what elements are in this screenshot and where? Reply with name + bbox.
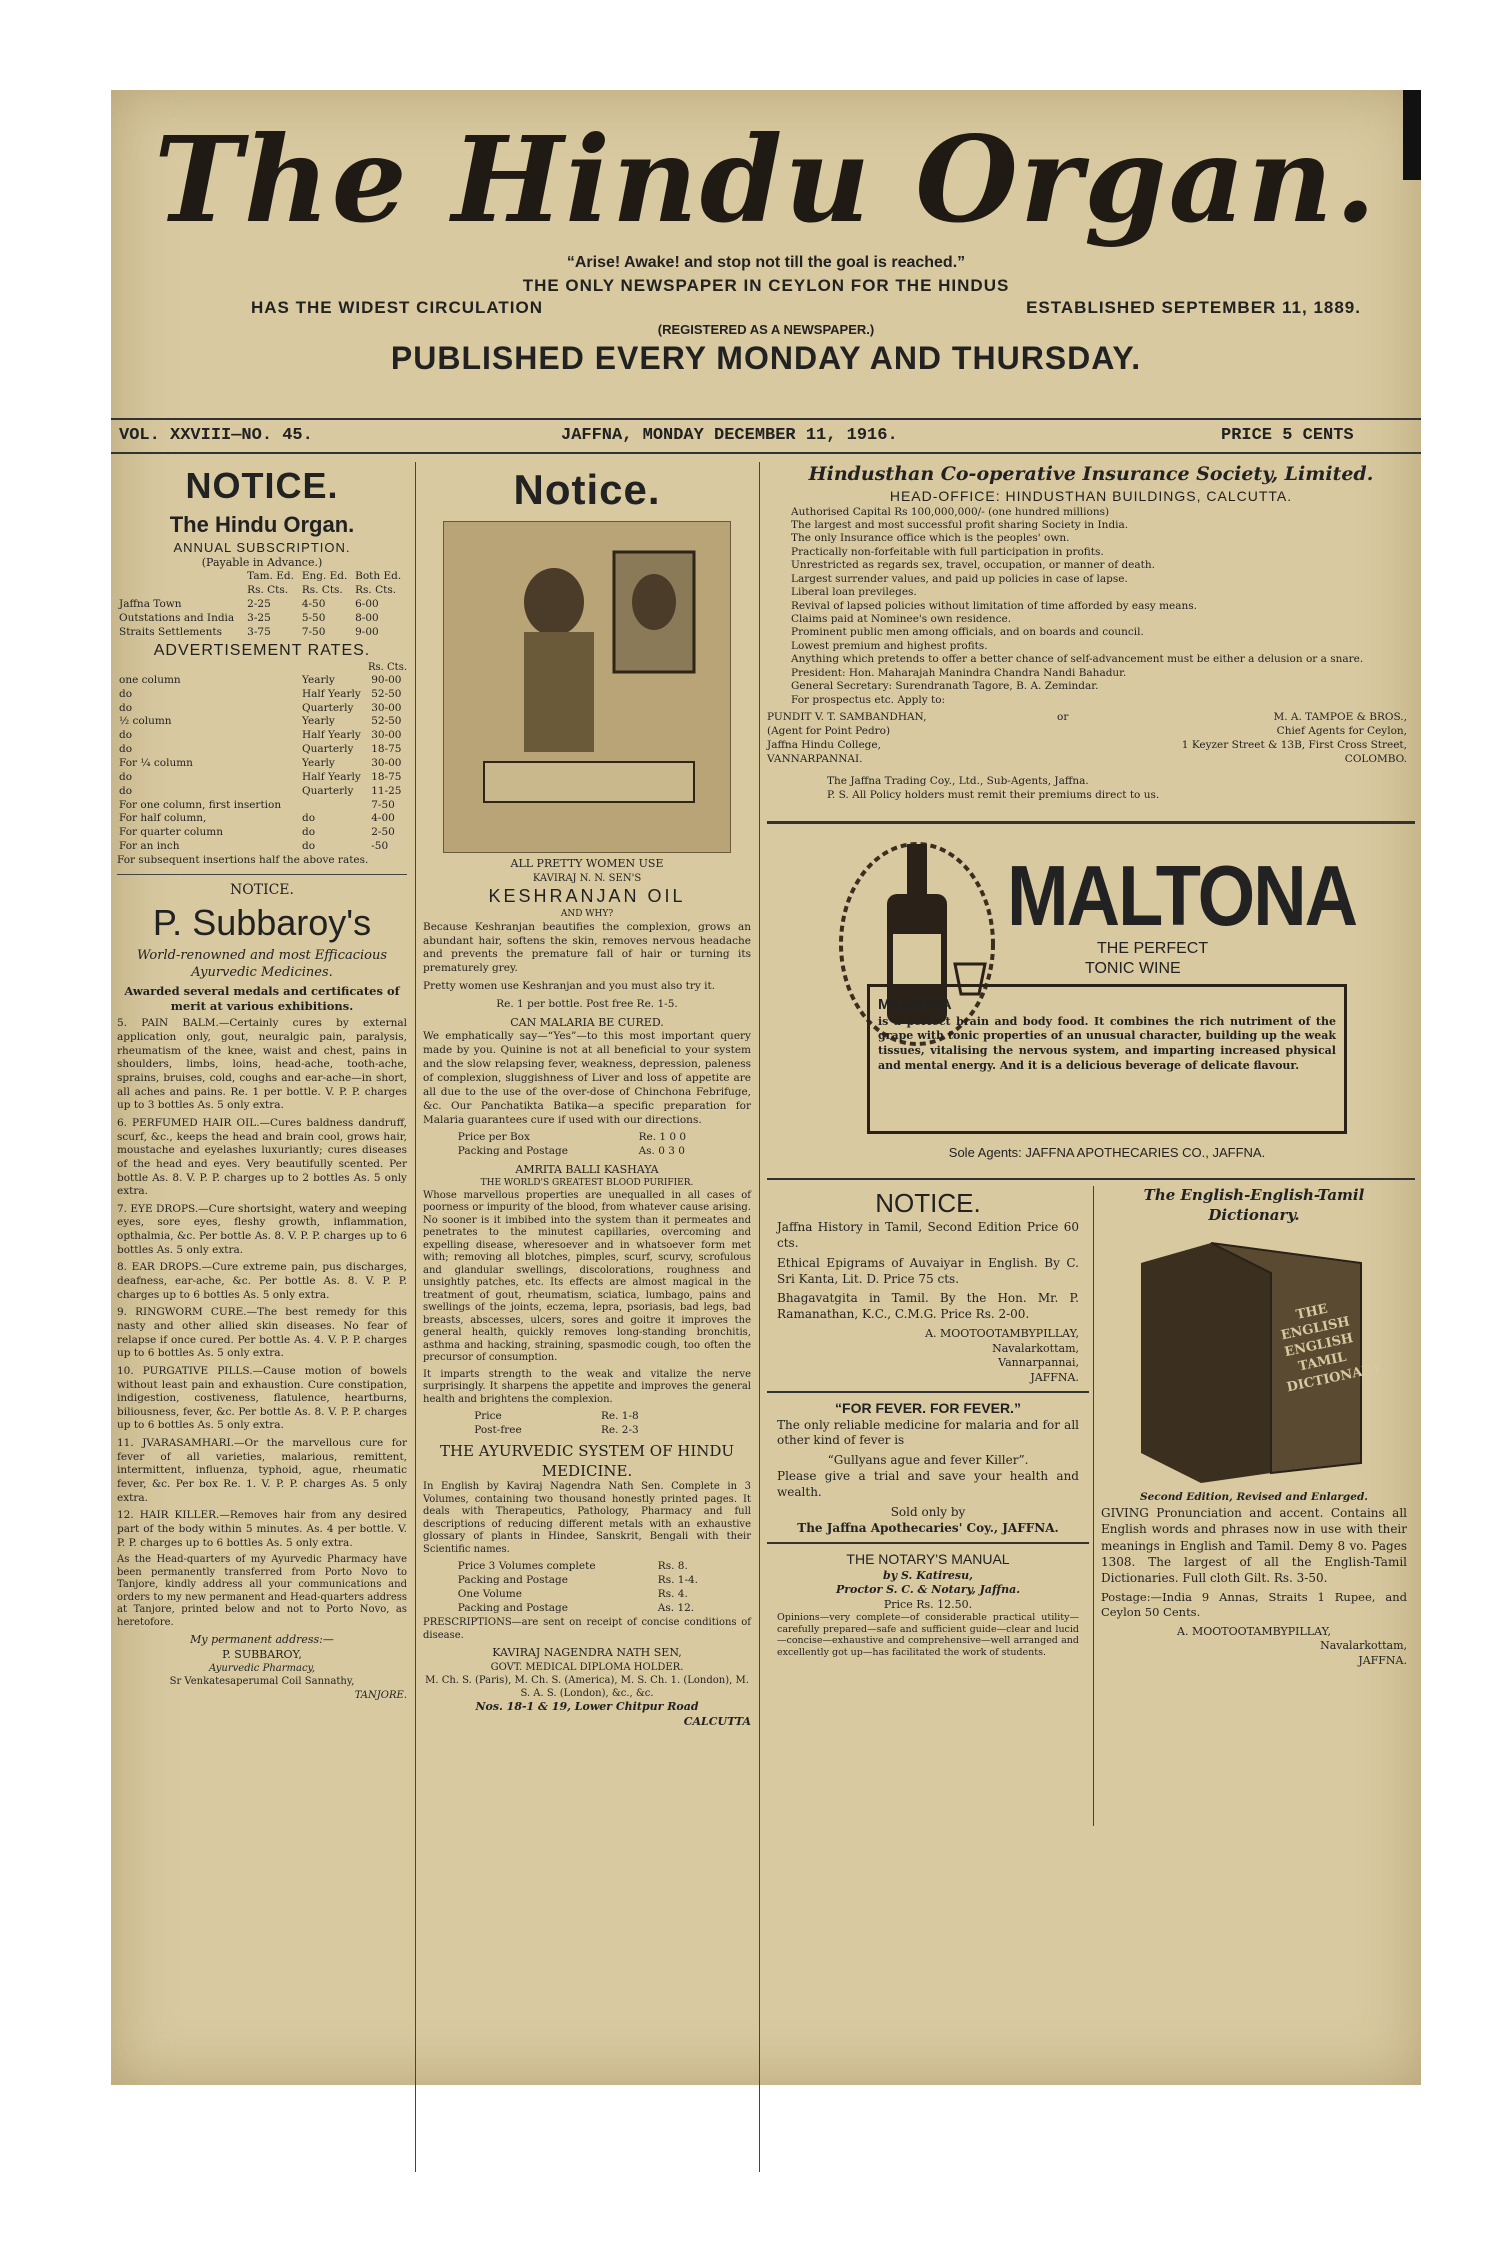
agents-block bbox=[767, 711, 1415, 775]
table-row: Rs. Cts. Rs. Cts. Rs. Cts. bbox=[247, 584, 397, 597]
sold-only-by: Sold only by bbox=[890, 1504, 966, 1519]
dict-mootoo: A. MOOTOOTAMBYPILLAY, bbox=[1177, 1624, 1331, 1638]
table-cell: do bbox=[119, 784, 133, 797]
table-row: Packing and Postage As. 0 3 0 bbox=[457, 1145, 685, 1158]
table-cell: do bbox=[119, 743, 133, 756]
insurance-title: Hindusthan Co-operative Insurance Society, Limited. bbox=[808, 463, 1374, 485]
table-row bbox=[117, 743, 407, 757]
medicine-item: 12. HAIR KILLER.—Removes hair from any desired part of the body within 5 minutes. As. 4 per bottle. V. P. P. charges up to 6 bottles As. 5 only extra. bbox=[117, 1509, 407, 1549]
agent-left bbox=[767, 711, 1027, 766]
table-cell bbox=[300, 799, 369, 813]
table-cell: Quarterly bbox=[302, 784, 354, 797]
headquarters-note: As the Head-quarters of my Ayurvedic Pharmacy have been permanently transferred from Porto Novo to Tanjore, kindly address all your communications and orders to my new permanent and Head-quarters address at Tanjore, printed below and not to Porto Novo, as heretofore. bbox=[117, 1554, 407, 1628]
signature-name: P. SUBBAROY, bbox=[222, 1647, 302, 1661]
fever-heading: “FOR FEVER. FOR FEVER.” bbox=[835, 1400, 1021, 1417]
amrita-subheading: THE WORLD'S GREATEST BLOOD PURIFIER. bbox=[480, 1177, 694, 1188]
table-row: Outstations and India 3-25 5-50 8-00 bbox=[119, 611, 379, 624]
table-cell: do bbox=[302, 812, 316, 825]
maltona-heading: MALTONA bbox=[1007, 847, 1357, 944]
table-cell: For ¼ column bbox=[119, 756, 193, 769]
maltona-box-heading: MALTONA bbox=[878, 995, 952, 1013]
amrita-text: Whose marvellous properties are unequalled in all cases of poorness or impurity of the blood, from whatever cause arising. No sooner is it imbibed into the system than it permeates and penetrates to the minutest capillaries, overcoming and expelling disease, wheresoever and in whatsoever form met with; removing all blotches, pimples, scurf, scurvy, scrofulous and glandular swellings, discolorations, roughness and unsightly patches, etc. Its effects are almost magical in the treatment of gout, rheumatism, sciatica, lumbago, pains and swellings of the joints, eczema, lepra, psoriasis, bad legs, bad breasts, abscesses, ulcers, sores and goitre it improves the general health, quickly removes long-standing bronchitis, asthma and hacking, straining, spasmodic cough, too often the precursor of consumption. bbox=[423, 1189, 751, 1364]
table-row bbox=[117, 812, 407, 826]
notary-heading: THE NOTARY'S MANUAL bbox=[846, 1551, 1010, 1568]
masthead bbox=[111, 90, 1421, 250]
insurance-details bbox=[767, 506, 1415, 708]
or-label: or bbox=[1057, 711, 1069, 724]
navalar-line: Navalarkottam, bbox=[992, 1341, 1079, 1355]
table-cell: one column bbox=[119, 673, 181, 686]
table-cell: 18-75 bbox=[371, 770, 402, 783]
lower-right-section bbox=[767, 1186, 1415, 1826]
masthead-rule bbox=[111, 418, 1421, 420]
table-row: One Volume Rs. 4. bbox=[457, 1588, 688, 1601]
table-cell: Yearly bbox=[302, 715, 335, 728]
column-divider bbox=[759, 462, 760, 2172]
notice-heading: NOTICE. bbox=[185, 465, 339, 506]
second-edition: Second Edition, Revised and Enlarged. bbox=[1140, 1491, 1368, 1504]
table-row bbox=[117, 757, 407, 771]
table-cell: Quarterly bbox=[302, 743, 354, 756]
volume-price-table bbox=[456, 1560, 718, 1615]
table-cell: Yearly bbox=[302, 673, 335, 686]
jaffna-line: JAFFNA. bbox=[1030, 1370, 1079, 1384]
table-row bbox=[117, 702, 407, 716]
insurance-line: For prospectus etc. Apply to: bbox=[791, 693, 946, 706]
table-cell: 52-50 bbox=[371, 715, 402, 728]
postage-line: Postage:—India 9 Annas, Straits 1 Rupee, and Ceylon 50 Cents. bbox=[1101, 1590, 1407, 1620]
table-cell: 11-25 bbox=[371, 784, 402, 797]
maltona-advertisement bbox=[767, 834, 1415, 1174]
volume-number: VOL. XXVIII—NO. 45. bbox=[119, 426, 313, 445]
table-cell: 52-50 bbox=[371, 687, 402, 700]
table-row: Straits Settlements 3-75 7-50 9-00 bbox=[119, 625, 379, 638]
kaviraj-city: CALCUTTA bbox=[683, 1714, 751, 1728]
kaviraj-line: KAVIRAJ N. N. SEN'S bbox=[532, 872, 642, 884]
book-spine-text: THE ENGLISH ENGLISH TAMIL DICTIONARY bbox=[1279, 1302, 1383, 1396]
kaviraj-name: KAVIRAJ NAGENDRA NATH SEN, bbox=[492, 1646, 682, 1660]
insurance-line: Practically non-forfeitable with full participation in profits. bbox=[791, 545, 1104, 558]
notice-heading: Notice. bbox=[513, 466, 661, 513]
amrita-text-2: It imparts strength to the weak and vitalize the nerve surprisingly. It sharpens the appetite and improves the general health and brightens the complexion. bbox=[423, 1368, 751, 1405]
table-row: Price per Box Re. 1 0 0 bbox=[457, 1131, 687, 1144]
table-cell: 7-50 bbox=[371, 798, 395, 811]
insurance-line: Largest surrender values, and paid up policies in case of lapse. bbox=[791, 572, 1128, 585]
table-cell: 90-00 bbox=[371, 673, 402, 686]
insurance-line: The only Insurance office which is the peoples' own. bbox=[791, 532, 1070, 545]
book-notices bbox=[767, 1220, 1089, 1323]
dictionary-book-illustration bbox=[1101, 1233, 1407, 1483]
insurance-line: Unrestricted as regards sex, travel, occupation, or manner of death. bbox=[791, 559, 1155, 572]
table-cell: 30-00 bbox=[371, 701, 402, 714]
registered-line: (REGISTERED AS A NEWSPAPER.) bbox=[657, 322, 875, 337]
table-row: Price Re. 1-8 bbox=[474, 1410, 639, 1423]
column-1 bbox=[117, 462, 407, 1702]
agent-line: COLOMBO. bbox=[1344, 752, 1407, 765]
table-cell: For quarter column bbox=[119, 826, 223, 839]
amrita-heading: AMRITA BALLI KASHAYA bbox=[515, 1163, 659, 1177]
circulation-line: HAS THE WIDEST CIRCULATION bbox=[251, 298, 544, 317]
insurance-line: General Secretary: Surendranath Tagore, B. A. Zemindar. bbox=[791, 680, 1099, 693]
table-cell: For half column, bbox=[119, 812, 207, 825]
table-row: Packing and Postage Rs. 1-4. bbox=[457, 1574, 699, 1587]
newspaper-title: The Hindu Organ. bbox=[153, 110, 1379, 249]
table-cell: -50 bbox=[371, 840, 389, 853]
all-pretty-women: ALL PRETTY WOMEN USE bbox=[510, 857, 664, 871]
published-line: PUBLISHED EVERY MONDAY AND THURSDAY. bbox=[390, 340, 1142, 376]
table-cell: do bbox=[119, 701, 133, 714]
signature-city: TANJORE. bbox=[354, 1689, 407, 1701]
table-cell: do bbox=[119, 687, 133, 700]
dictionary-text: GIVING Pronunciation and accent. Contains all English words and phrases now in use with their meanings in English and Tamil. Demy 8 vo. Pages 1308. The largest of all the English-Tamil Dictionaries. Full cloth Gilt. Rs. 3-50. bbox=[1101, 1506, 1407, 1586]
table-cell: Quarterly bbox=[302, 701, 354, 714]
maltona-tonic: TONIC WINE bbox=[1085, 959, 1181, 977]
divider bbox=[767, 821, 1415, 824]
agent-line: Chief Agents for Ceylon, bbox=[1276, 724, 1407, 737]
woman-mirror-illustration bbox=[444, 522, 732, 852]
signature-address: Sr Venkatesaperumal Coil Sannathy, bbox=[169, 1676, 355, 1688]
agent-line: M. A. TAMPOE & BROS., bbox=[1273, 711, 1407, 724]
divider bbox=[117, 874, 407, 875]
divider bbox=[767, 1178, 1415, 1180]
table-cell: do bbox=[119, 770, 133, 783]
medicine-list bbox=[117, 1017, 407, 1550]
please-line: Please give a trial and save your health and wealth. bbox=[777, 1469, 1079, 1499]
medicine-item: 5. PAIN BALM.—Certainly cures by external application only, gout, neuralgic pain, paralysis, rheumatism of the knee, waist and chest, pains in shoulders, limbs, loins, head-ache, tooth-ache, sprains, bruises, cold, coughs and ear-ache—in short, all aches and pains. Re. 1 per bottle. V. P. P. charges up to 3 bottles As. 5 only extra. bbox=[117, 1017, 407, 1112]
amrita-price-table bbox=[472, 1410, 702, 1438]
jaffna-apothecaries: The Jaffna Apothecaries' Coy., JAFFNA. bbox=[797, 1520, 1059, 1535]
insurance-line: President: Hon. Maharajah Manindra Chandra Nandi Bahadur. bbox=[791, 666, 1127, 679]
table-cell: Half Yearly bbox=[302, 770, 361, 783]
kaviraj-address: Nos. 18-1 & 19, Lower Chitpur Road bbox=[475, 1700, 699, 1714]
column-3 bbox=[767, 462, 1415, 1826]
subscription-table bbox=[117, 570, 407, 639]
table-cell: do bbox=[302, 840, 316, 853]
advertisement-rates-table bbox=[117, 674, 407, 854]
table-cell: 30-00 bbox=[371, 756, 402, 769]
table-row: Price 3 Volumes complete Rs. 8. bbox=[457, 1560, 688, 1573]
awarded-line: Awarded several medals and certificates of merit at various exhibitions. bbox=[124, 984, 400, 1014]
only-newspaper-line: THE ONLY NEWSPAPER IN CEYLON FOR THE HINDUS bbox=[522, 276, 1010, 295]
paper-name: The Hindu Organ. bbox=[169, 511, 355, 537]
dateline-rule bbox=[111, 452, 1421, 454]
price: PRICE 5 CENTS bbox=[1221, 426, 1354, 445]
table-row: Jaffna Town 2-25 4-50 6-00 bbox=[119, 597, 379, 610]
ayurvedic-text: In English by Kaviraj Nagendra Nath Sen. Complete in 3 Volumes, containing two thousand honestly printed pages. It deals with Therapeutics, Pathology, Pharmacy and full descriptions of reducing different metals with an exhaustive glossary of plants in Hindee, Sanskrit, Bengali with their Scientific names. bbox=[423, 1481, 751, 1555]
motto: “Arise! Awake! and stop not till the goal is reached.” bbox=[566, 254, 966, 271]
notice-heading: NOTICE. bbox=[875, 1187, 981, 1218]
table-row bbox=[117, 688, 407, 702]
table-cell: Yearly bbox=[302, 756, 335, 769]
insurance-line: Lowest premium and highest profits. bbox=[791, 639, 988, 652]
table-row: Packing and Postage As. 12. bbox=[457, 1601, 695, 1614]
ayurvedic-heading: THE AYURVEDIC SYSTEM OF HINDU MEDICINE. bbox=[439, 1441, 735, 1480]
medicine-item: 9. RINGWORM CURE.—The best remedy for this nasty and other allied skin diseases. No fear of relapse if once cured. Per bottle As. 4. V. P. P. charges up to 6 bottles As. 5 only extra. bbox=[117, 1306, 407, 1360]
trading-line: The Jaffna Trading Coy., Ltd., Sub-Agents, Jaffna. bbox=[827, 775, 1089, 788]
malaria-text: We emphatically say—“Yes”—to this most important query made by you. Quinine is not at all beneficial to your system and the slow relapsing fever, weakness, depression, paleness of complexion, sluggishness of Liver and loss of appetite are all due to the use of the over-dose of Chinchona Febrifuge, &c. Our Panchatikta Batika—a specific preparation for Malaria guarantees cure if used with our directions. bbox=[423, 1030, 751, 1126]
ps-line: P. S. All Policy holders must remit their premiums direct to us. bbox=[827, 788, 1160, 801]
agent-line: VANNARPANNAI. bbox=[767, 752, 863, 765]
table-cell: ½ column bbox=[119, 715, 172, 728]
insurance-line: Claims paid at Nominee's own residence. bbox=[791, 613, 1012, 626]
prescriptions-note: PRESCRIPTIONS—are sent on receipt of concise conditions of disease. bbox=[423, 1616, 751, 1641]
table-cell: 30-00 bbox=[371, 729, 402, 742]
table-row bbox=[117, 729, 407, 743]
dict-navalar: Navalarkottam, bbox=[1320, 1639, 1407, 1653]
column-divider bbox=[1093, 1186, 1094, 1826]
table-row bbox=[117, 771, 407, 785]
divider bbox=[767, 1391, 1089, 1393]
keshranjan-oil-heading: KESHRANJAN OIL bbox=[488, 886, 686, 907]
table-row bbox=[117, 785, 407, 799]
insurance-line: Authorised Capital Rs 100,000,000/- (one hundred millions) bbox=[791, 505, 1110, 518]
notary-proctor: Proctor S. C. & Notary, Jaffna. bbox=[835, 1583, 1021, 1597]
fever-text: The only reliable medicine for malaria and for all other kind of fever is bbox=[777, 1417, 1079, 1448]
and-why: AND WHY? bbox=[560, 908, 614, 919]
book-notice: Bhagavatgita in Tamil. By the Hon. Mr. P. Ramanathan, K.C., C.M.G. Price Rs. 2-00. bbox=[777, 1291, 1079, 1322]
insurance-line: Liberal loan previleges. bbox=[791, 586, 917, 599]
notary-author: by S. Katiresu, bbox=[883, 1568, 973, 1582]
insurance-line: Prominent public men among officials, and on boards and council. bbox=[791, 626, 1144, 639]
gullyans-line: “Gullyans ague and fever Killer”. bbox=[827, 1453, 1029, 1468]
insurance-line: Revival of lapsed policies without limitation of time afforded by easy means. bbox=[791, 599, 1197, 612]
adv-footer: For subsequent insertions half the above rates. bbox=[117, 853, 369, 866]
medicine-item: 7. EYE DROPS.—Cure shortsight, watery and weeping eyes, sore eyes, fleshy growth, inflammation, opthalmia, &c. Per bottle As. 8. V. P. P. charges up to 6 bottles As. 5 only extra. bbox=[117, 1202, 407, 1256]
agent-right bbox=[1107, 711, 1407, 766]
box-price-table bbox=[456, 1131, 718, 1159]
column-2 bbox=[423, 462, 751, 1729]
keshranjan-illustration bbox=[443, 521, 731, 853]
table-row bbox=[117, 840, 407, 854]
table-row: Tam. Ed. Eng. Ed. Both Ed. bbox=[247, 570, 402, 583]
notice-subheading: NOTICE. bbox=[230, 881, 294, 898]
payable-note: (Payable in Advance.) bbox=[201, 555, 323, 569]
column-divider bbox=[415, 462, 416, 2172]
degrees-line: M. Ch. S. (Paris), M. Ch. S. (America), M. S. Ch. 1. (London), M. S. A. S. (London), &c., &c. bbox=[425, 1674, 749, 1700]
maltona-perfect: THE PERFECT bbox=[1097, 939, 1209, 957]
agent-line: 1 Keyzer Street & 13B, First Cross Street, bbox=[1181, 738, 1407, 751]
issue-date: JAFFNA, MONDAY DECEMBER 11, 1916. bbox=[561, 426, 898, 445]
book-notice: Ethical Epigrams of Auvaiyar in English. By C. Sri Kanta, Lit. D. Price 75 cts. bbox=[777, 1255, 1079, 1286]
agent-line: Jaffna Hindu College, bbox=[767, 738, 881, 751]
dictionary-title: The English-English-Tamil Dictionary. bbox=[1143, 1185, 1365, 1224]
keshranjan-price: Re. 1 per bottle. Post free Re. 1-5. bbox=[496, 998, 678, 1011]
sole-agents: Sole Agents: JAFFNA APOTHECARIES CO., JAFFNA. bbox=[948, 1144, 1266, 1160]
table-row bbox=[117, 715, 407, 729]
notary-opinions: Opinions—very complete—of considerable practical utility—carefully prepared—safe and sufficient guide—clear and lucid—concise—exhaustive and comprehensive—well arranged and excellently got up—has facilitated the work of students. bbox=[777, 1612, 1079, 1658]
keshranjan-description: Because Keshranjan beautifies the complexion, grows an abundant hair, softens the skin, removes nervous headache and prevents the premature fall of hair or turning its prematurely grey. bbox=[423, 920, 751, 975]
vannar-line: Vannarpannai, bbox=[998, 1356, 1079, 1370]
notice-subcolumn bbox=[767, 1186, 1089, 1662]
keshranjan-try: Pretty women use Keshranjan and you must also try it. bbox=[423, 980, 716, 993]
malaria-heading: CAN MALARIA BE CURED. bbox=[510, 1015, 664, 1029]
insurance-line: Anything which pretends to offer a better chance of self-advancement must be either a delusion or a snare. bbox=[791, 653, 1364, 666]
head-office-line: HEAD-OFFICE: HINDUSTHAN BUILDINGS, CALCUTTA. bbox=[889, 488, 1293, 505]
table-cell: do bbox=[119, 729, 133, 742]
annual-subscription-heading: ANNUAL SUBSCRIPTION. bbox=[173, 539, 351, 555]
table-cell: Half Yearly bbox=[302, 687, 361, 700]
notary-price: Price Rs. 12.50. bbox=[883, 1597, 973, 1611]
maltona-box bbox=[867, 984, 1347, 1134]
medicine-item: 6. PERFUMED HAIR OIL.—Cures baldness dandruff, scurf, &c., keeps the head and brain cool, grows hair, moustache and eyelashes luxuriantly; cures diseases of the head and eyes. Very beautifully scented. Per bottle As. 8. V. P. P. charges up to 2 bottles As. 5 only extra. bbox=[117, 1116, 407, 1198]
medicine-item: 8. EAR DROPS.—Cure extreme pain, pus discharges, deafness, ear-ache, &c. Per bottle As. 8. V. P. P. charges up to 6 bottles As. 5 only extra. bbox=[117, 1261, 407, 1301]
permanent-address-label: My permanent address:— bbox=[190, 1633, 334, 1647]
table-cell: 18-75 bbox=[371, 743, 402, 756]
dict-jaffna: JAFFNA. bbox=[1358, 1653, 1407, 1667]
table-row bbox=[117, 799, 407, 813]
table-row bbox=[117, 674, 407, 688]
table-cell: Half Yearly bbox=[302, 729, 361, 742]
divider bbox=[767, 1542, 1089, 1544]
mootoo-name: A. MOOTOOTAMBYPILLAY, bbox=[925, 1327, 1079, 1341]
rates-unit: Rs. Cts. bbox=[368, 661, 407, 673]
table-row bbox=[117, 826, 407, 840]
world-renowned-line: World-renowned and most Efficacious Ayurvedic Medicines. bbox=[136, 947, 388, 980]
dictionary-subcolumn bbox=[1101, 1186, 1407, 1668]
table-row: Post-free Re. 2-3 bbox=[474, 1423, 639, 1436]
medicine-item: 10. PURGATIVE PILLS.—Cause motion of bowels without least pain and exhaustion. Cure constipation, indigestion, costiveness, flatulence, heartburns, biliousness, fever, &c. Per bottle As. 8. V. P. P. charges up to 6 bottles As. 5 only extra. bbox=[117, 1364, 407, 1432]
established-line: ESTABLISHED SEPTEMBER 11, 1889. bbox=[1026, 298, 1361, 317]
advertisement-rates-heading: ADVERTISEMENT RATES. bbox=[153, 641, 371, 659]
agent-line: PUNDIT V. T. SAMBANDHAN, bbox=[767, 711, 927, 724]
medicine-item: 11. JVARASAMHARI.—Or the marvellous cure for fever of all varieties, malarious, remittent, intermittent, influenza, typhoid, ague, rheumatic fever, &c. Per box Re. 1. V. P. P. charges As. 5 only extra. bbox=[117, 1437, 407, 1504]
insurance-line: The largest and most successful profit sharing Society in India. bbox=[791, 518, 1129, 531]
table-cell: do bbox=[302, 826, 316, 839]
diploma-line: GOVT. MEDICAL DIPLOMA HOLDER. bbox=[490, 1661, 684, 1673]
table-cell: For an inch bbox=[119, 840, 180, 853]
table-cell: For one column, first insertion bbox=[119, 798, 282, 811]
maltona-description: is a perfect brain and body food. It combines the rich nutriment of the grape with tonic properties of an unusual character, building up the weak tissues, vitalising the nervous system, and imparting increased physical and mental energy. And it is a delicious beverage of delicate flavour. bbox=[878, 1014, 1336, 1073]
newspaper-page bbox=[111, 90, 1421, 2085]
signature-pharmacy: Ayurvedic Pharmacy, bbox=[208, 1663, 316, 1675]
book-notice: Jaffna History in Tamil, Second Edition Price 60 cts. bbox=[777, 1220, 1079, 1250]
agent-line: (Agent for Point Pedro) bbox=[767, 724, 891, 737]
table-cell: 4-00 bbox=[371, 812, 395, 825]
table-cell: 2-50 bbox=[371, 826, 395, 839]
subbaroy-heading: P. Subbaroy's bbox=[152, 902, 372, 944]
